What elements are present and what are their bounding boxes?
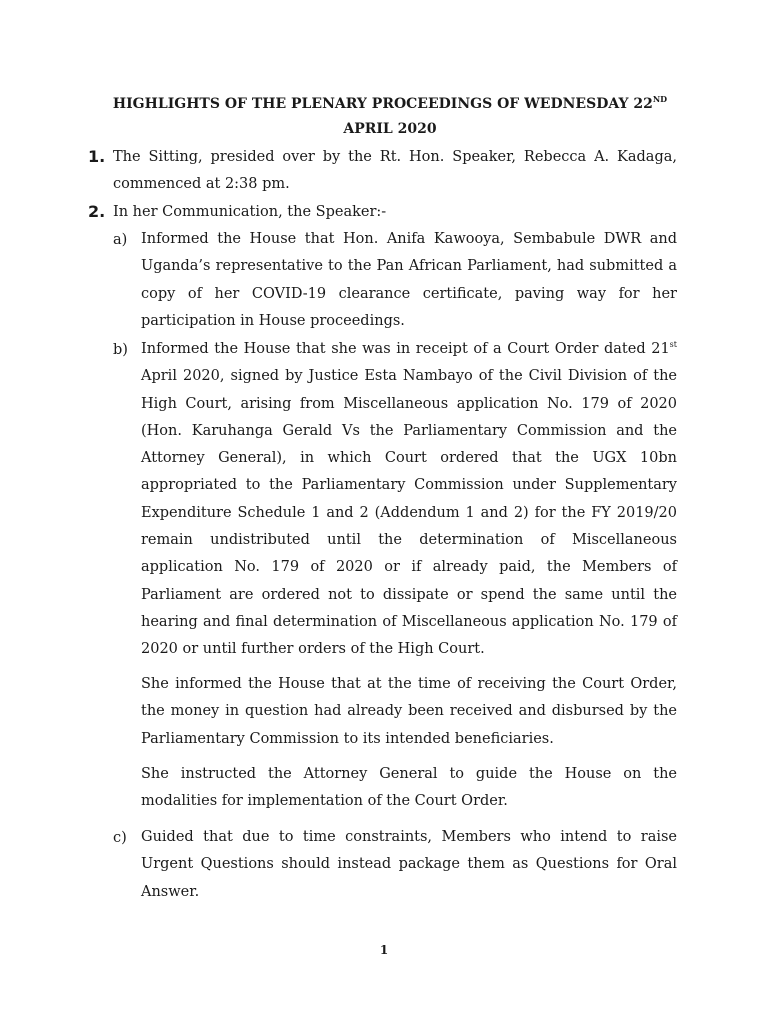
subitem-b-text: Informed the House that she was in receipt of a Court Order dated 21st April 2020, signed by Justice Esta Nambayo of the Civil Division of the High Court, arising from Miscellaneous application No. 179 of 2020 (Hon. Karuhanga Gerald Vs the Parliamentary Commission and the Attorney General), in which Court ordered that the UGX 10bn appropriated to the Parliamentary Commission under Supplementary Expenditure Schedule 1 and 2 (Addendum 1 and 2) for the FY 2019/20 remain undistributed until the determination of Miscellaneous application No. 179 of 2020 or if already paid, the Members of Parliament are ordered not to dissipate or spend the same until the hearing and final determination of Miscellaneous application No. 179 of 2020 or until further orders of the High Court. <box>141 340 677 658</box>
subitem-b-paragraph-2: She informed the House that at the time of receiving the Court Order, the money in question had already been received and disbursed by the Parliamentary Commission to its intended beneficiaries. <box>141 676 677 747</box>
page-number: 1 <box>379 943 389 957</box>
item-1-text: The Sitting, presided over by the Rt. Hon. Speaker, Rebecca A. Kadaga, commenced at 2:38 pm. <box>113 149 677 193</box>
item-number-1: 1. <box>88 147 106 166</box>
subitem-letter-c: c) <box>113 830 127 846</box>
subitem-c-text: Guided that due to time constraints, Members who intend to raise Urgent Questions should instead package them as Questions for Oral Answer. <box>141 829 677 900</box>
title-line-1: HIGHLIGHTS OF THE PLENARY PROCEEDINGS OF WEDNESDAY 22ND <box>112 94 668 112</box>
item-number-2: 2. <box>88 202 106 221</box>
subitem-letter-a: a) <box>113 232 128 248</box>
subitem-a-text: Informed the House that Hon. Anifa Kawooya, Sembabule DWR and Uganda’s representative to the Pan African Parliament, had submitted a copy of her COVID-19 clearance certificate, paving way for her participation in House proceedings. <box>141 231 677 329</box>
subitem-b-paragraph-3: She instructed the Attorney General to guide the House on the modalities for implementation of the Court Order. <box>141 766 677 810</box>
subitem-letter-b: b) <box>113 342 128 358</box>
item-2-text: In her Communication, the Speaker:- <box>113 204 387 220</box>
title-line-2: APRIL 2020 <box>343 121 437 137</box>
